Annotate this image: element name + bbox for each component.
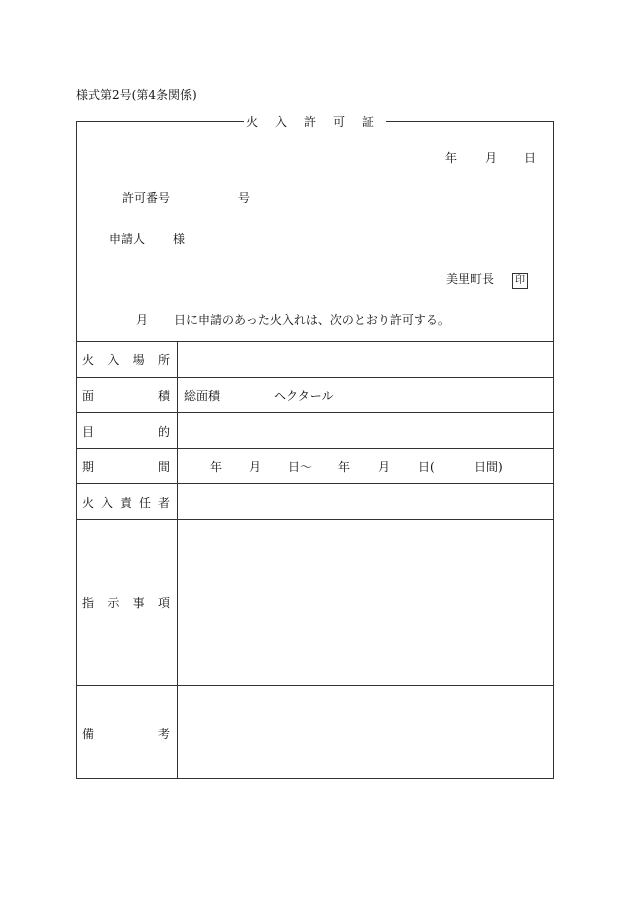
period-start-year: 年 (210, 460, 223, 474)
row-divider (76, 341, 554, 342)
label-instructions: 指 示 事 項 (82, 596, 170, 610)
label-remarks: 備 考 (82, 727, 170, 741)
label-fire-responsible: 火 入 責 任 者 (82, 496, 170, 510)
row-divider (76, 412, 554, 413)
seal-stamp: 印 (512, 273, 528, 289)
label-period: 期 間 (82, 460, 170, 474)
label-area: 面 積 (82, 389, 170, 403)
period-end-day: 日( (418, 460, 435, 474)
statement-month: 月 (136, 313, 149, 327)
permit-number-label: 許可番号 (122, 191, 171, 205)
statement-text: 日に申請のあった火入れは、次のとおり許可する。 (174, 313, 450, 327)
issuer-name: 美里町長 (446, 272, 495, 286)
label-purpose: 目 的 (82, 425, 170, 439)
form-number-label: 様式第2号(第4条関係) (76, 88, 197, 102)
row-divider (76, 685, 554, 686)
date-year: 年 (445, 151, 458, 165)
period-end-year: 年 (338, 460, 351, 474)
period-days: 日間) (474, 460, 503, 474)
row-divider (76, 448, 554, 449)
form-title: 火入許可証 (246, 115, 392, 129)
applicant-label: 申請人 (109, 232, 146, 246)
row-divider (76, 377, 554, 378)
area-value: 総面積 ヘクタール (184, 389, 334, 403)
permit-number-suffix: 号 (238, 191, 251, 205)
column-divider (177, 341, 178, 778)
form-frame (76, 121, 554, 779)
label-fire-location: 火 入 場 所 (82, 353, 170, 367)
period-end-month: 月 (378, 460, 391, 474)
date-day: 日 (524, 151, 537, 165)
row-divider (76, 519, 554, 520)
period-start-day: 日～ (288, 460, 313, 474)
row-divider (76, 483, 554, 484)
issuer (446, 270, 528, 289)
period-start-month: 月 (249, 460, 262, 474)
date-month: 月 (485, 151, 498, 165)
applicant-honorific: 様 (173, 232, 186, 246)
